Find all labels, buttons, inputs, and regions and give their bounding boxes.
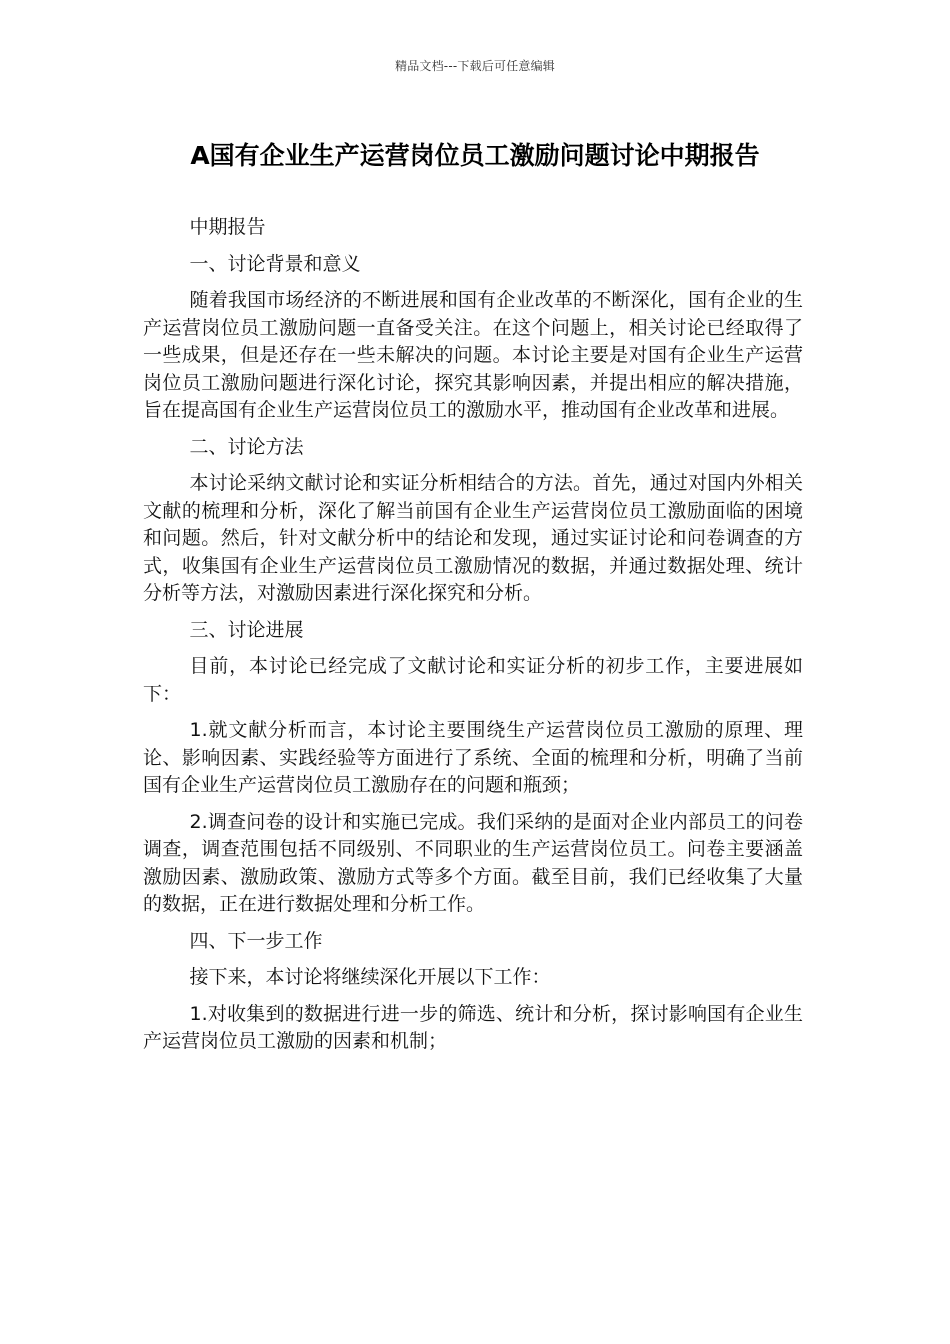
section-heading-background: 一、讨论背景和意义 xyxy=(189,252,361,275)
paragraph-progress-item-2: 2.调查问卷的设计和实施已完成。我们采纳的是面对企业内部员工的问卷调查，调查范围包括不同级别、不同职业的生产运营岗位员工。问卷主要涵盖激励因素、激励政策、激励方式等多个方面。截至目前，我们已经收集了大量的数据，正在进行数据处理和分析工作。 xyxy=(143,810,803,915)
document-body xyxy=(143,214,803,1065)
header-note: 精品文档---下载后可任意编辑 xyxy=(395,59,555,73)
paragraph-next-steps-item-1: 1.对收集到的数据进行进一步的筛选、统计和分析，探讨影响国有企业生产运营岗位员工激励的因素和机制； xyxy=(143,1002,803,1052)
paragraph-method: 本讨论采纳文献讨论和实证分析相结合的方法。首先，通过对国内外相关文献的梳理和分析，深化了解当前国有企业生产运营岗位员工激励面临的困境和问题。然后，针对文献分析中的结论和发现，通过实证讨论和问卷调查的方式，收集国有企业生产运营岗位员工激励情况的数据，并通过数据处理、统计分析等方法，对激励因素进行深化探究和分析。 xyxy=(143,472,803,604)
paragraph-next-steps-intro: 接下来，本讨论将继续深化开展以下工作： xyxy=(189,966,551,988)
paragraph-progress-intro: 目前，本讨论已经完成了文献讨论和实证分析的初步工作，主要进展如下： xyxy=(143,655,803,705)
section-heading-next-steps: 四、下一步工作 xyxy=(189,929,323,952)
report-type-heading: 中期报告 xyxy=(189,216,266,238)
section-heading-progress: 三、讨论进展 xyxy=(189,618,304,641)
paragraph-progress-item-1: 1.就文献分析而言，本讨论主要围绕生产运营岗位员工激励的原理、理论、影响因素、实践经验等方面进行了系统、全面的梳理和分析，明确了当前国有企业生产运营岗位员工激励存在的问题和瓶颈； xyxy=(143,719,803,796)
paragraph-background: 随着我国市场经济的不断进展和国有企业改革的不断深化，国有企业的生产运营岗位员工激励问题一直备受关注。在这个问题上，相关讨论已经取得了一些成果，但是还存在一些未解决的问题。本讨论主要是对国有企业生产运营岗位员工激励问题进行深化讨论，探究其影响因素，并提出相应的解决措施，旨在提高国有企业生产运营岗位员工的激励水平，推动国有企业改革和进展。 xyxy=(143,289,803,421)
document-title: A国有企业生产运营岗位员工激励问题讨论中期报告 xyxy=(190,141,760,170)
section-heading-method: 二、讨论方法 xyxy=(189,435,304,458)
